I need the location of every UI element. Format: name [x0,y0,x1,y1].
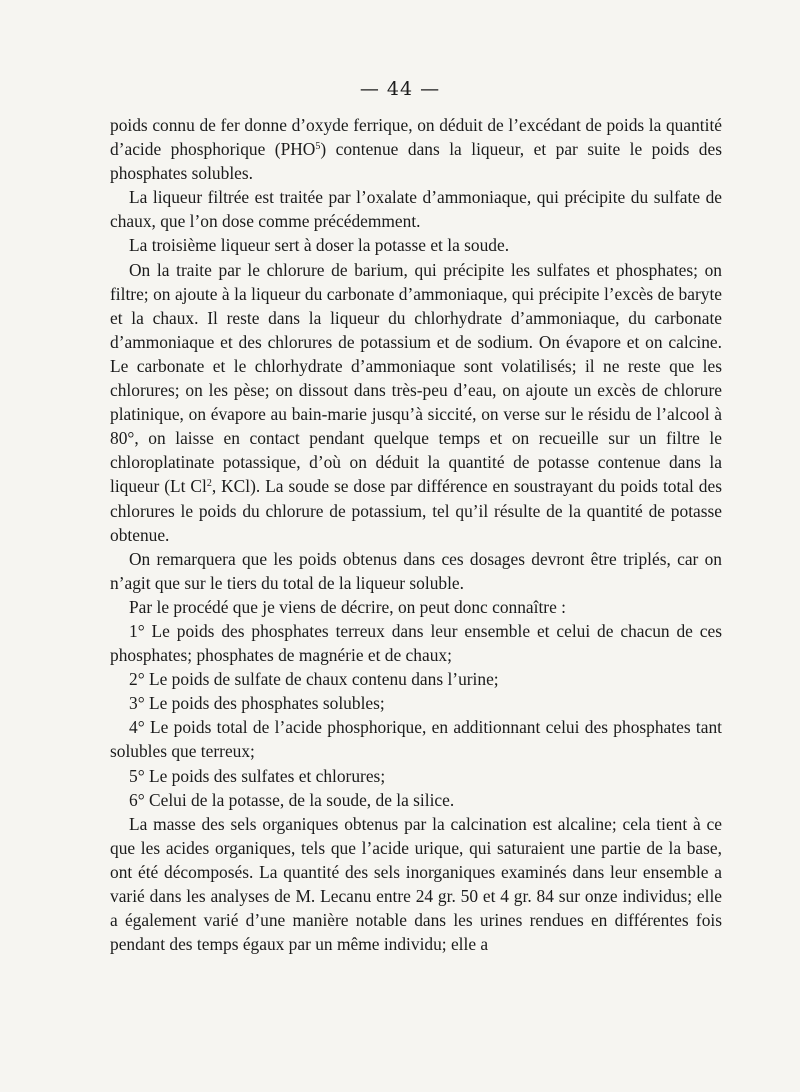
paragraph [110,788,722,812]
page-number: — 44 — [359,78,441,100]
body-text [110,113,722,956]
paragraph [110,113,722,185]
paragraph [110,185,722,233]
text-run: 4° Le poids total de l’acide phosphorique, en additionnant celui des phosphates tant solubles que terreux; [110,717,722,762]
paragraph [110,619,722,667]
text-run: 6° Celui de la potasse, de la soude, de la silice. [129,789,455,810]
text-run: Par le procédé que je viens de décrire, on peut donc connaître : [129,596,566,617]
paragraph [110,258,722,547]
text-run: La troisième liqueur sert à doser la potasse et la soude. [129,235,510,256]
text-run: 3° Le poids des phosphates solubles; [129,693,385,714]
text-run: 2° Le poids de sulfate de chaux contenu dans l’urine; [129,669,499,690]
text-run: ) contenue dans la liqueur, et par suite le poids des phosphates solubles. [110,139,722,184]
paragraph [110,812,722,957]
superscript: 2 [206,478,212,490]
paragraph [110,595,722,619]
text-run: La liqueur filtrée est traitée par l’oxalate d’ammoniaque, qui précipite du sulfate de chaux, que l’on dose comme précédemment. [110,187,722,232]
text-run: 5° Le poids des sulfates et chlorures; [129,765,386,786]
paragraph [110,715,722,763]
paragraph [110,667,722,691]
text-run: poids connu de fer donne d’oxyde ferrique, on déduit de l’excédant de poids la quantité d’acide phosphorique (PHO [110,115,722,160]
text-run: 1° Le poids des phosphates terreux dans leur ensemble et celui de chacun de ces phosphates; phosphates de magnérie et de chaux; [110,620,722,666]
text-run: La masse des sels organiques obtenus par la calcination est alcaline; cela tient à ce que les acides organiques, tels que l’acide urique, qui saturaient une partie de la base, ont été décomposés. La quantité des sels inorganiques examinés dans leur ensemble a varié dans les analyses de M. Lecanu entre 24 gr. 50 et 4 gr. 84 sur onze individus; elle a également varié d’une manière notable dans les urines rendues en différentes fois pendant des temps égaux par un même individu; elle a [110,813,722,955]
superscript: 5 [315,141,321,153]
paragraph [110,691,722,715]
paragraph [110,233,722,257]
text-run: On la traite par le chlorure de barium, qui précipite les sulfates et phosphates; on filtre; on ajoute à la liqueur du carbonate d’ammoniaque, qui précipite l’excès de baryte et la chaux. Il reste dans la liqueur du chlorhydrate d’ammoniaque, du carbonate d’ammoniaque et des chlorures de potassium et de sodium. On évapore et on calcine. Le carbonate et le chlorhydrate d’ammoniaque sont volatilisés; il ne reste que les chlorures; on les pèse; on dissout dans très-peu d’eau, on ajoute un excès de chlorure platinique, on évapore au bain-marie jusqu’à siccité, on verse sur le résidu de l’alcool à 80°, on laisse en contact pendant quelque temps et on recueille sur un filtre le chloroplatinate potassique, d’où on déduit la quantité de potasse contenue dans la liqueur (Lt Cl [110,259,722,497]
text-run: , KCl). La soude se dose par différence en soustrayant du poids total des chlorures le poids du chlorure de potassium, tel qu’il résulte de la quantité de potasse obtenue. [110,476,722,545]
paragraph [110,547,722,595]
paragraph [110,764,722,788]
text-run: On remarquera que les poids obtenus dans ces dosages devront être triplés, car on n’agit que sur le tiers du total de la liqueur soluble. [110,548,722,593]
